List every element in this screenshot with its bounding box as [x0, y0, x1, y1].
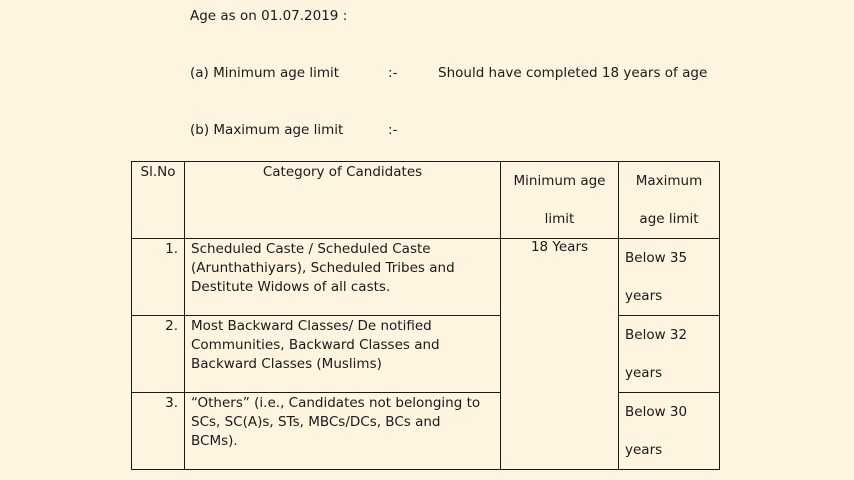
row-category — [185, 393, 500, 452]
category-line: SCs, SC(A)s, STs, MBCs/DCs, BCs and — [191, 414, 441, 430]
row-category-cell — [185, 393, 501, 470]
table-row — [132, 239, 720, 316]
row-slno-cell — [132, 239, 185, 316]
header-category — [185, 162, 501, 239]
row-category — [185, 239, 500, 298]
max-age-label: (b) Maximum age limit — [190, 122, 344, 138]
category-line: Scheduled Caste / Scheduled Caste — [191, 241, 431, 257]
header-min-age-line2: limit — [544, 211, 575, 227]
max-age-line2: years — [625, 442, 663, 458]
row-slno-cell — [132, 393, 185, 470]
max-age-line1: Below 30 — [625, 404, 688, 420]
category-line: (Arunthathiyars), Scheduled Tribes and — [191, 260, 455, 276]
table-row — [132, 393, 720, 470]
header-category-label: Category of Candidates — [262, 164, 423, 180]
min-age-value: Should have completed 18 years of age — [438, 65, 708, 81]
table-row — [132, 316, 720, 393]
max-age-line2: years — [625, 365, 663, 381]
row-category-cell — [185, 316, 501, 393]
category-line: Destitute Widows of all casts. — [191, 279, 391, 295]
header-min-age — [501, 162, 619, 239]
max-age-line2: years — [625, 288, 663, 304]
category-line: Most Backward Classes/ De notified — [191, 318, 432, 334]
category-line: Communities, Backward Classes and — [191, 337, 440, 353]
row-slno: 2. — [165, 318, 178, 334]
header-max-age-line1: Maximum — [635, 173, 703, 189]
row-slno: 3. — [165, 395, 178, 411]
header-slno-label: Sl.No — [140, 164, 176, 180]
table-header-row — [132, 162, 720, 239]
age-limit-table — [131, 161, 720, 470]
row-slno-cell — [132, 316, 185, 393]
max-age-line1: Below 35 — [625, 250, 688, 266]
min-age-value-cell: 18 Years — [530, 239, 589, 255]
max-age-separator: :- — [388, 122, 398, 138]
header-min-age-line1: Minimum age — [513, 173, 606, 189]
header-slno — [132, 162, 185, 239]
max-age-line1: Below 32 — [625, 327, 688, 343]
header-max-age — [619, 162, 720, 239]
row-max-cell — [619, 239, 720, 316]
category-line: BCMs). — [191, 433, 238, 449]
row-slno: 1. — [165, 241, 178, 257]
row-category-cell — [185, 239, 501, 316]
header-max-age-line2: age limit — [639, 211, 699, 227]
row-max-cell — [619, 316, 720, 393]
min-age-separator: :- — [388, 65, 398, 81]
age-as-on-heading: Age as on 01.07.2019 : — [190, 8, 348, 24]
min-age-label: (a) Minimum age limit — [190, 65, 340, 81]
category-line: Backward Classes (Muslims) — [191, 356, 382, 372]
min-age-merged-cell — [501, 239, 619, 470]
row-max-cell — [619, 393, 720, 470]
row-category — [185, 316, 500, 375]
category-line: “Others” (i.e., Candidates not belonging to — [191, 395, 481, 411]
